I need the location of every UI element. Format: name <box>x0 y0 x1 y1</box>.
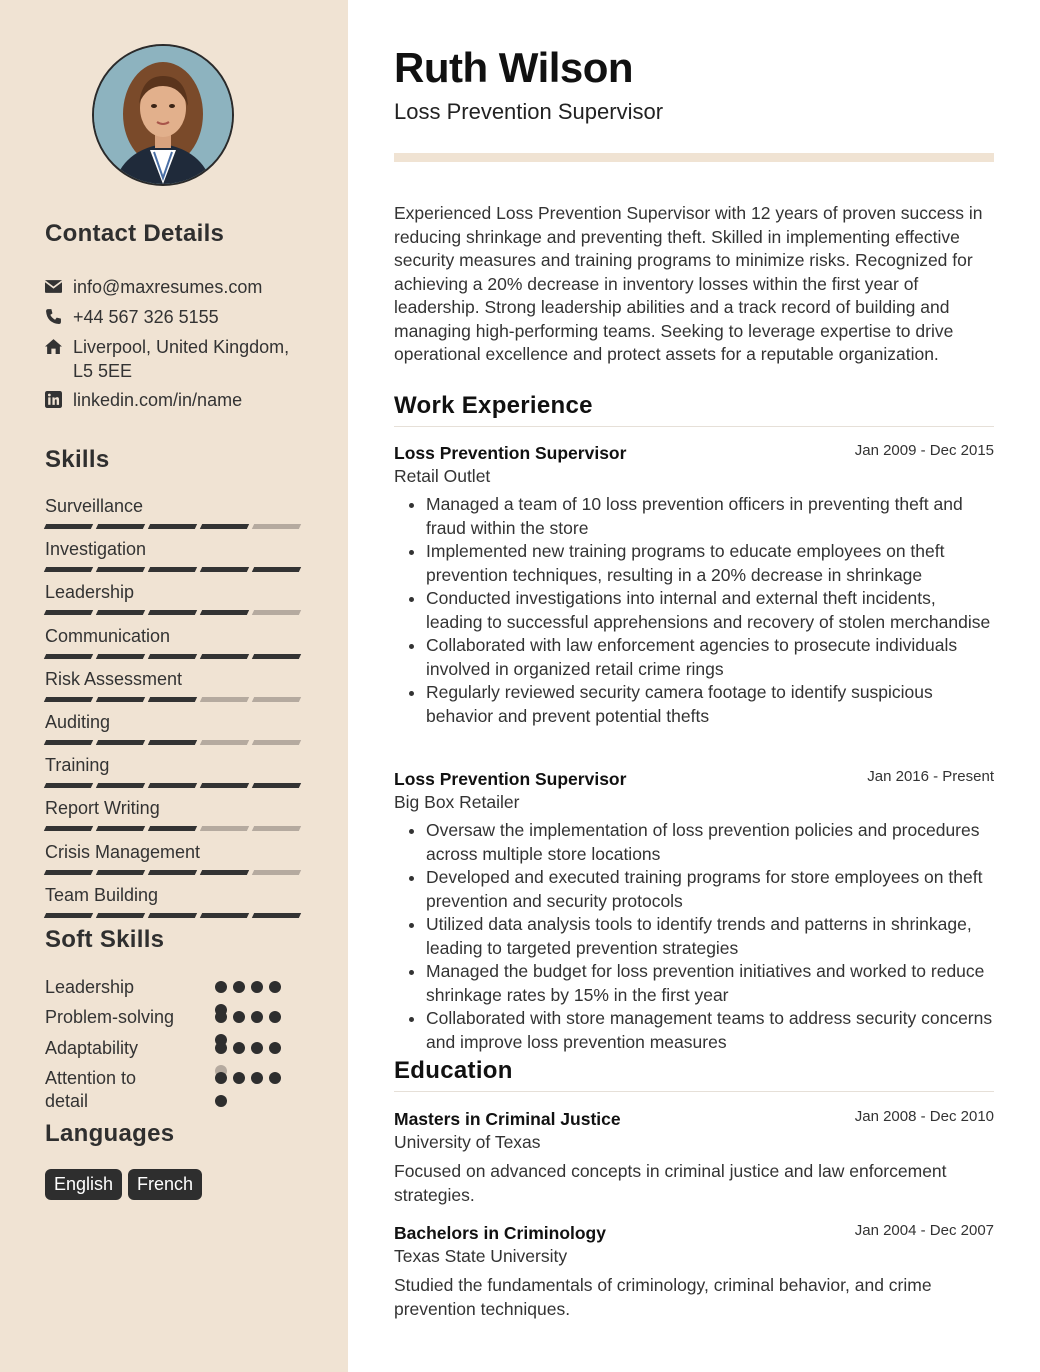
skill-level-segment <box>96 567 145 572</box>
skill-level-segment <box>148 870 197 875</box>
education-description: Studied the fundamentals of criminology, criminal behavior, and crime prevention techniques. <box>394 1275 932 1319</box>
experience-bullet: • Regularly reviewed security camera footage to identify suspicious behavior and prevent potential thefts <box>426 681 994 728</box>
skill-item <box>45 841 301 875</box>
profile-summary: Experienced Loss Prevention Supervisor with 12 years of proven success in reducing shrinkage and preventing theft. Skilled in implementing effective security measures and training programs to minimize risks. Recognized for achieving a 20% decrease in inventory losses within the first year of leadership. Strong leadership abilities and a track record of building and managing high-performing teams. Seeking to leverage expertise to drive operational excellence and protect assets for a reputable organization. <box>394 203 983 364</box>
contact-address <box>45 335 289 383</box>
rating-dot <box>215 1095 227 1107</box>
contact-heading: Contact Details <box>45 220 225 247</box>
education-degree: Masters in Criminal Justice <box>394 1109 621 1129</box>
candidate-name: Ruth Wilson <box>394 44 634 91</box>
skill-level-segment <box>200 913 249 918</box>
skill-level-segment <box>148 567 197 572</box>
skill-label: Investigation <box>45 539 147 560</box>
language-tag: English <box>45 1169 122 1200</box>
skill-level-bar <box>45 913 301 918</box>
soft-skill-label: Attention to detail <box>45 1068 137 1111</box>
skill-level-bar <box>45 870 301 875</box>
skill-level-segment <box>96 870 145 875</box>
skill-level-segment <box>252 524 301 529</box>
experience-bullet: • Managed the budget for loss prevention initiatives and worked to reduce shrinkage rates by 15% in the first year <box>426 960 994 1007</box>
skill-level-segment <box>148 524 197 529</box>
skill-level-segment <box>200 654 249 659</box>
home-icon <box>45 338 62 355</box>
rating-dot <box>215 981 227 993</box>
skill-level-segment <box>200 567 249 572</box>
avatar <box>92 44 234 186</box>
rating-dot <box>233 1011 245 1023</box>
experience-dates: Jan 2016 - Present <box>867 768 994 785</box>
candidate-title: Loss Prevention Supervisor <box>394 99 664 124</box>
skill-level-segment <box>200 826 249 831</box>
education-entry <box>394 1222 994 1321</box>
skill-level-bar <box>45 826 301 831</box>
rating-dot <box>269 981 281 993</box>
skill-level-segment <box>96 783 145 788</box>
skill-item <box>45 625 301 659</box>
skill-level-segment <box>252 826 301 831</box>
skill-item <box>45 754 301 788</box>
skill-item <box>45 711 301 745</box>
contact-linkedin-text: linkedin.com/in/name <box>73 390 243 410</box>
rating-dot <box>269 1011 281 1023</box>
experience-bullet: • Utilized data analysis tools to identify trends and patterns in shrinkage, leading to targeted prevention strategies <box>426 913 994 960</box>
skill-level-segment <box>44 740 93 745</box>
contact-linkedin[interactable] <box>45 388 242 412</box>
skill-level-segment <box>44 783 93 788</box>
skill-item <box>45 538 301 572</box>
skill-label: Team Building <box>45 884 159 905</box>
experience-bullet: • Conducted investigations into internal and external theft incidents, leading to successful apprehensions and recovery of stolen merchandise <box>426 587 994 634</box>
header-divider <box>394 153 994 162</box>
skill-level-bar <box>45 740 301 745</box>
languages-heading: Languages <box>45 1120 175 1147</box>
education-degree: Bachelors in Criminology <box>394 1223 606 1243</box>
skill-level-segment <box>252 697 301 702</box>
skill-level-segment <box>44 654 93 659</box>
experience-role: Loss Prevention Supervisor <box>394 769 627 789</box>
skill-label: Crisis Management <box>45 841 201 862</box>
soft-skill-label: Adaptability <box>45 1038 139 1058</box>
education-school: Texas State University <box>394 1246 568 1266</box>
experience-entry <box>394 768 994 1054</box>
skill-level-segment <box>44 567 93 572</box>
rating-dot <box>233 1072 245 1084</box>
skill-label: Leadership <box>45 582 135 603</box>
skill-level-segment <box>96 697 145 702</box>
skill-item <box>45 495 301 529</box>
linkedin-icon <box>45 391 62 408</box>
skill-label: Report Writing <box>45 798 160 819</box>
skill-level-segment <box>200 870 249 875</box>
experience-bullet: • Implemented new training programs to educate employees on theft prevention techniques, resulting in a 20% decrease in shrinkage <box>426 540 994 587</box>
work-experience-heading: Work Experience <box>394 392 994 427</box>
skill-level-segment <box>44 610 93 615</box>
experience-company: Retail Outlet <box>394 466 491 486</box>
skill-level-segment <box>96 524 145 529</box>
rating-dot <box>251 1072 263 1084</box>
skill-level-bar <box>45 524 301 529</box>
skill-level-segment <box>148 783 197 788</box>
rating-dot <box>269 1042 281 1054</box>
skill-level-segment <box>44 697 93 702</box>
experience-bullet: • Collaborated with law enforcement agencies to prosecute individuals involved in organized retail crime rings <box>426 634 994 681</box>
rating-dot <box>233 981 245 993</box>
skill-level-segment <box>96 740 145 745</box>
experience-company: Big Box Retailer <box>394 792 520 812</box>
skill-label: Communication <box>45 625 171 646</box>
education-dates: Jan 2008 - Dec 2010 <box>854 1108 994 1125</box>
skill-level-segment <box>252 740 301 745</box>
skill-label: Risk Assessment <box>45 668 183 689</box>
rating-dot <box>215 1042 227 1054</box>
soft-skill-item <box>45 1067 305 1115</box>
experience-entry <box>394 442 994 728</box>
skill-level-segment <box>96 826 145 831</box>
education-dates: Jan 2004 - Dec 2007 <box>854 1222 994 1239</box>
rating-dot <box>233 1042 245 1054</box>
avatar-portrait-illustration <box>94 46 232 184</box>
skill-level-segment <box>252 567 301 572</box>
skill-level-segment <box>96 654 145 659</box>
envelope-icon <box>45 278 62 295</box>
skill-level-segment <box>44 524 93 529</box>
skill-level-segment <box>252 913 301 918</box>
skill-level-segment <box>200 524 249 529</box>
rating-dot <box>215 1072 227 1084</box>
skill-level-segment <box>148 740 197 745</box>
skill-level-bar <box>45 783 301 788</box>
skill-level-segment <box>252 783 301 788</box>
skill-level-segment <box>148 913 197 918</box>
contact-email[interactable] <box>45 275 262 299</box>
skill-level-segment <box>44 870 93 875</box>
skill-level-segment <box>200 783 249 788</box>
education-school: University of Texas <box>394 1132 541 1152</box>
address-line-1: Liverpool, United Kingdom, <box>73 337 290 357</box>
education-description: Focused on advanced concepts in criminal justice and law enforcement strategies. <box>394 1161 947 1205</box>
experience-bullet: • Collaborated with store management teams to address security concerns and improve loss prevention measures <box>426 1007 994 1054</box>
contact-phone-text: +44 567 326 5155 <box>73 307 219 327</box>
skill-level-segment <box>148 697 197 702</box>
rating-dot <box>251 981 263 993</box>
sidebar <box>0 0 348 1372</box>
skill-level-segment <box>252 654 301 659</box>
skill-level-bar <box>45 567 301 572</box>
skill-item <box>45 797 301 831</box>
education-entry <box>394 1108 994 1207</box>
experience-bullet: • Managed a team of 10 loss prevention officers in preventing theft and fraud within the store <box>426 493 994 540</box>
contact-phone[interactable] <box>45 305 219 329</box>
experience-bullets <box>394 819 994 1054</box>
address-line-2: L5 5EE <box>73 361 133 381</box>
skill-level-segment <box>44 913 93 918</box>
skill-level-segment <box>200 697 249 702</box>
rating-dot <box>251 1011 263 1023</box>
skill-level-segment <box>200 740 249 745</box>
contact-address-text <box>73 335 289 383</box>
skill-level-segment <box>148 826 197 831</box>
experience-bullets <box>394 493 994 728</box>
language-tag: French <box>128 1169 202 1200</box>
skill-label: Training <box>45 755 110 776</box>
skill-level-segment <box>148 610 197 615</box>
rating-dot <box>269 1072 281 1084</box>
soft-skills-heading: Soft Skills <box>45 926 165 953</box>
skill-item <box>45 884 301 918</box>
skill-level-bar <box>45 654 301 659</box>
skill-level-segment <box>96 913 145 918</box>
soft-skill-label: Problem-solving <box>45 1007 175 1027</box>
experience-bullet: • Oversaw the implementation of loss prevention policies and procedures across multiple store locations <box>426 819 994 866</box>
skill-level-segment <box>148 654 197 659</box>
skill-item <box>45 581 301 615</box>
skill-item <box>45 668 301 702</box>
skills-heading: Skills <box>45 446 110 473</box>
soft-skill-label: Leadership <box>45 977 135 997</box>
skill-level-segment <box>96 610 145 615</box>
skill-label: Surveillance <box>45 496 144 516</box>
contact-email-text: info@maxresumes.com <box>73 277 263 297</box>
rating-dot <box>215 1011 227 1023</box>
experience-dates: Jan 2009 - Dec 2015 <box>854 442 994 459</box>
skill-label: Auditing <box>45 712 111 732</box>
experience-bullet: • Developed and executed training programs for store employees on theft prevention and security protocols <box>426 866 994 913</box>
rating-dot <box>251 1042 263 1054</box>
skill-level-segment <box>252 870 301 875</box>
skill-level-segment <box>200 610 249 615</box>
skill-level-bar <box>45 697 301 702</box>
education-heading: Education <box>394 1057 994 1092</box>
phone-icon <box>45 308 62 325</box>
skill-level-segment <box>44 826 93 831</box>
skill-level-bar <box>45 610 301 615</box>
skill-level-segment <box>252 610 301 615</box>
experience-role: Loss Prevention Supervisor <box>394 443 627 463</box>
languages-list <box>45 1169 202 1200</box>
